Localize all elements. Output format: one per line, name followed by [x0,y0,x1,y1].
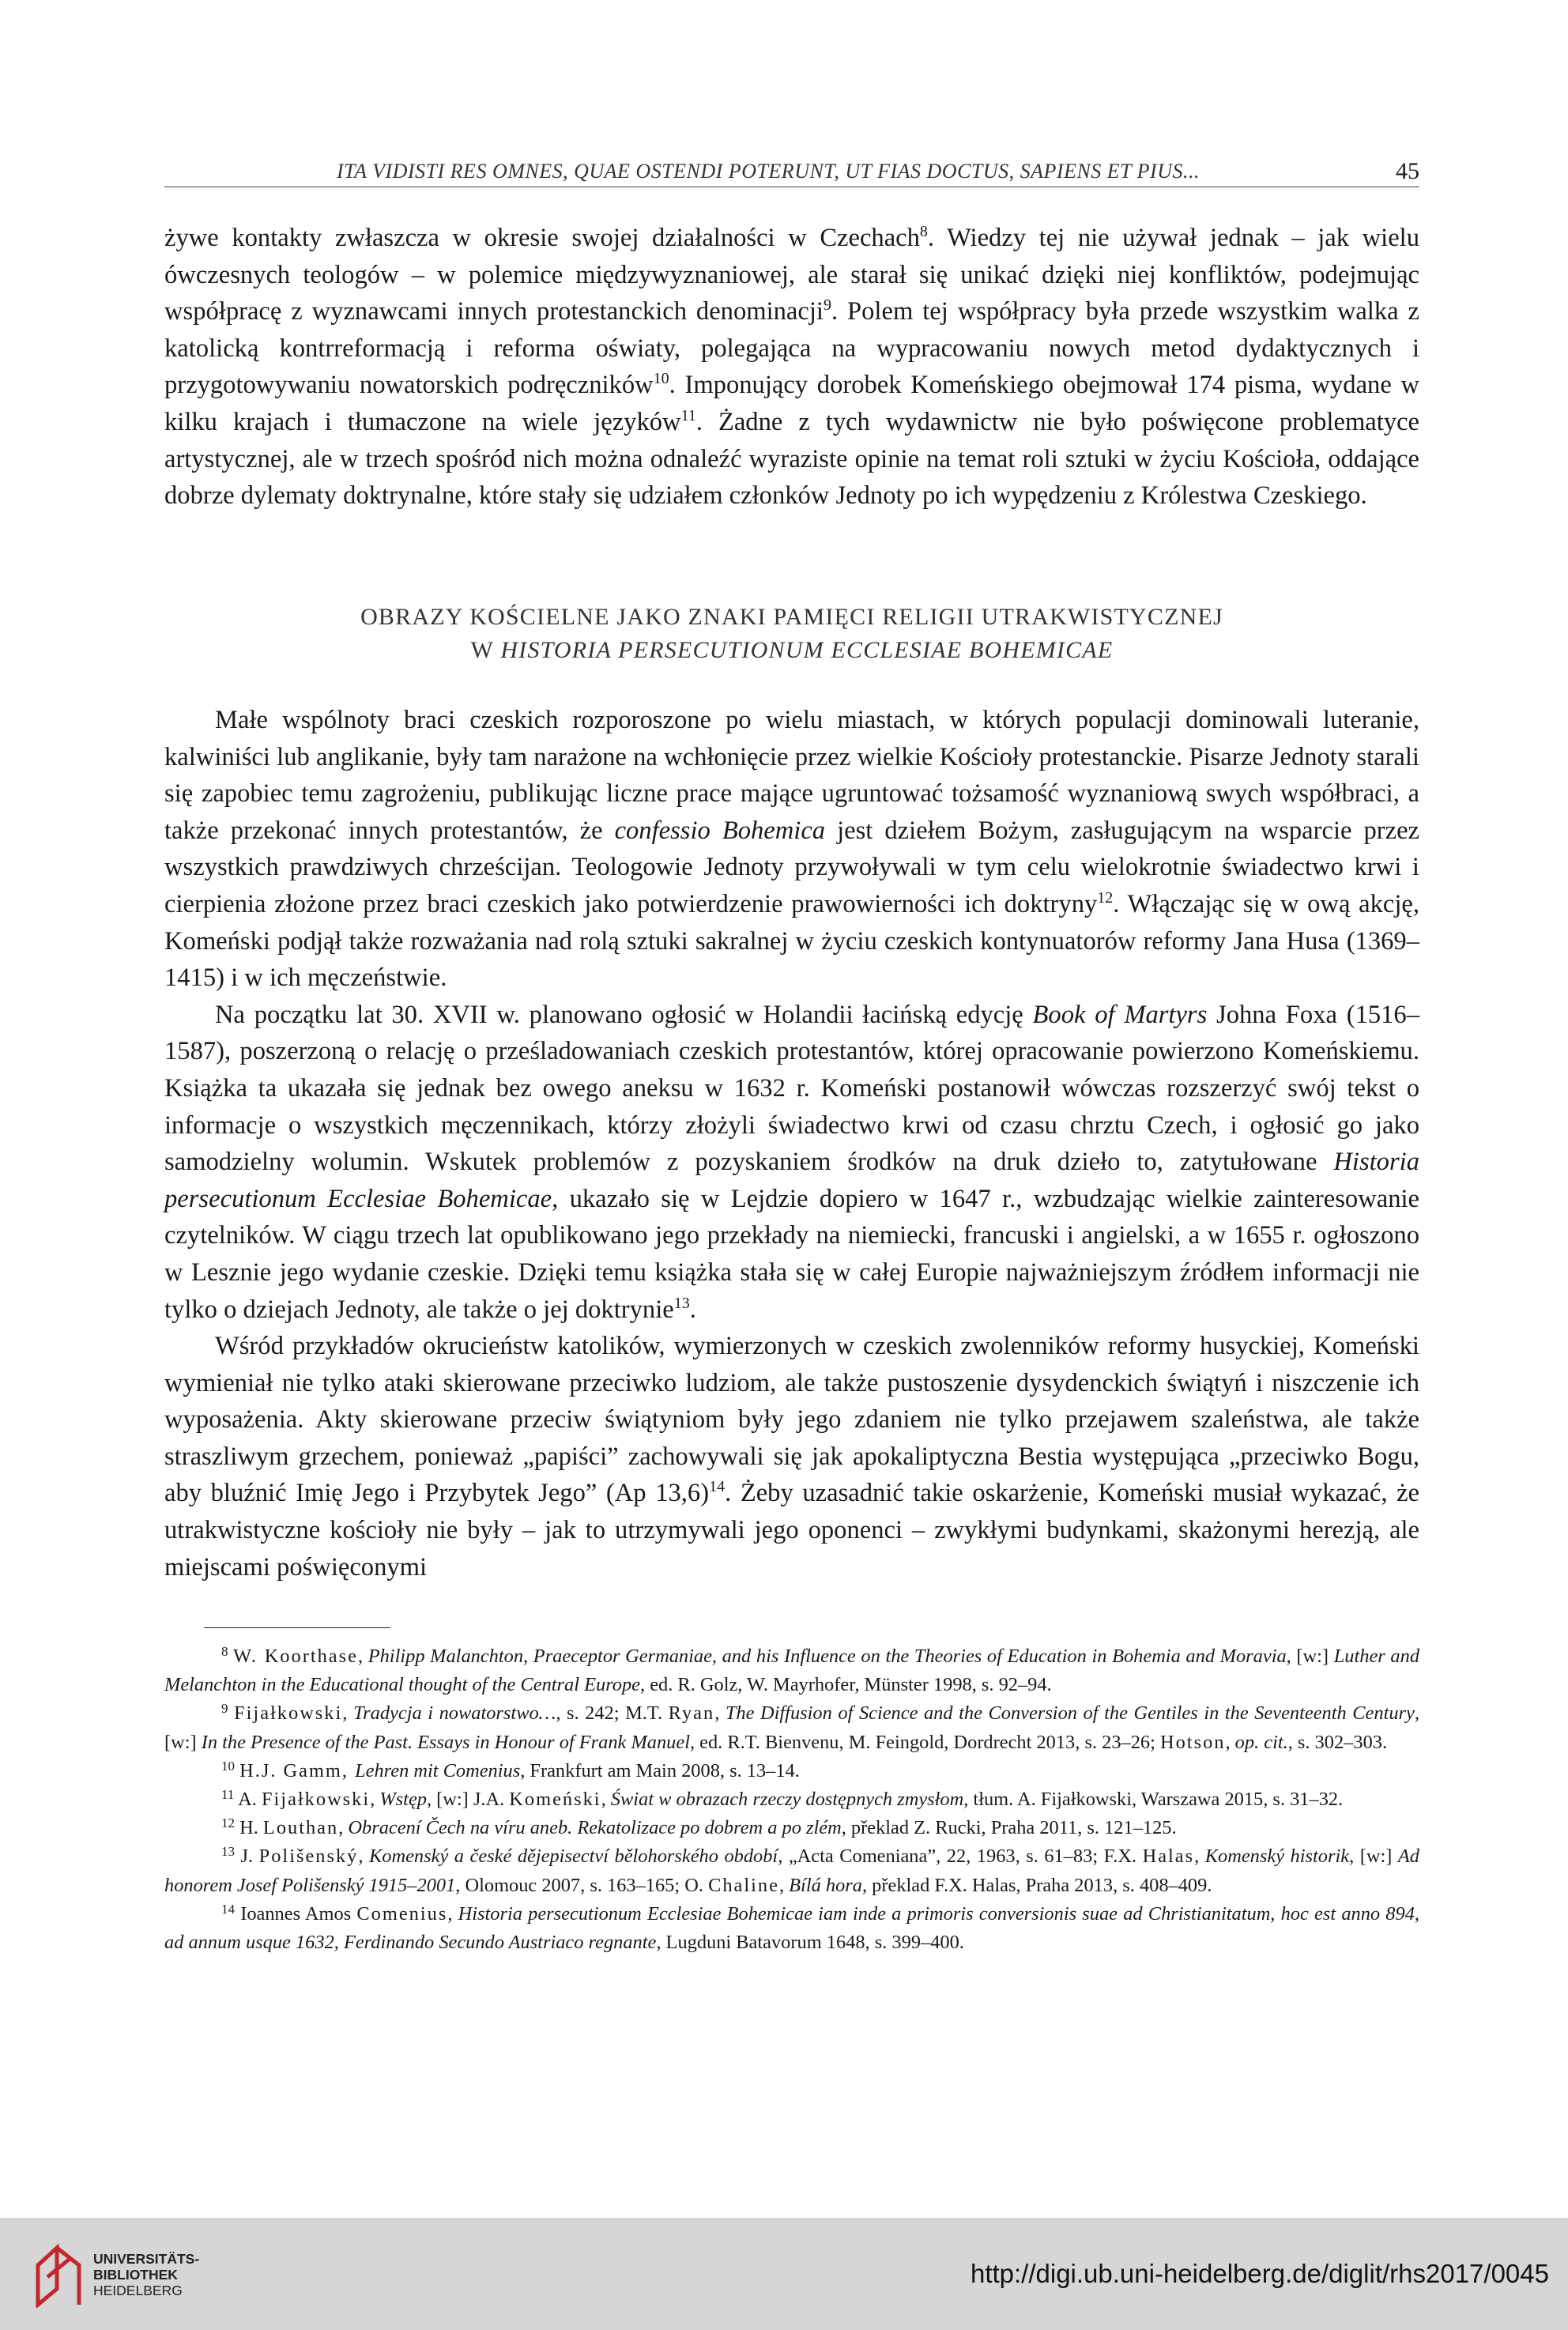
author-name: Hotson [1160,1731,1226,1753]
text-run: , tłum. A. Fijałkowski, Warszawa 2015, s. 31–32. [963,1789,1344,1811]
library-logo-icon[interactable] [33,2241,84,2308]
heading-prefix: W [470,637,501,663]
work-title: Philipp Malanchton, Praeceptor Germaniae, and his Influence on the Theories of Education in Bohemia and Moravia [368,1646,1287,1667]
text-run-italic: Historia persecutionum Ecclesiae Bohemicae [164,1148,1419,1213]
text-run: , [w:] [164,1702,1419,1753]
text-run: , s. 242; M.T. [556,1702,669,1725]
author-name: Komeński [509,1789,601,1811]
footnote-ref-10[interactable]: 10 [653,370,669,388]
text-run: , [338,1817,349,1839]
text-run: , ed. R. Golz, W. Mayrhofer, Münster 1998, s. 92–94. [640,1674,1052,1696]
footnote-number: 8 [221,1644,228,1659]
text-run: , [w:] [1349,1846,1398,1868]
author-name: Halas [1142,1846,1195,1868]
running-header [164,155,1419,187]
author-name: Chaline [708,1874,779,1896]
library-name[interactable] [93,2251,199,2298]
work-title: Tradycja i nowatorstwo… [352,1702,556,1725]
text-run: . [689,1295,696,1324]
author-name: Fijałkowski [234,1702,343,1725]
footnote-ref-9[interactable]: 9 [823,296,831,315]
text-run: , Lugduni Batavorum 1648, s. 399–400. [656,1932,964,1954]
footnote-number: 9 [221,1701,228,1717]
text-run [228,1702,235,1724]
text-run: , [1225,1731,1235,1753]
footer-bar [0,2218,1568,2330]
text-run [235,1846,241,1867]
text-run: . Włączając się w ową akcję, Komeński podjął także rozważania nad rolą sztuki sakralnej w życiu czeskich kontynuatorów reformy Jana Husa (1369–1415) i w ich męczeństwie. [164,889,1420,993]
paragraph-4 [164,1328,1419,1585]
footnote-ref-13[interactable]: 13 [673,1294,690,1312]
author-name: Comenius [356,1902,448,1925]
work-title: Wstęp [379,1789,427,1811]
library-name-line-3: HEIDELBERG [93,2283,183,2298]
library-name-line-1: UNIVERSITÄTS- [93,2251,200,2267]
footnote-number: 10 [221,1758,235,1774]
work-title: Lehren mit Comenius [355,1759,521,1781]
work-title: The Diffusion of Science and the Conversion of the Gentiles in the Seventeenth Century [725,1702,1415,1725]
text-run: , [370,1789,380,1811]
footnote-8 [164,1642,1419,1699]
paragraph-1 [164,220,1419,515]
section-heading-line-1: OBRAZY KOŚCIELNE JAKO ZNAKI PAMIĘCI RELIGII UTRAKWISTYCZNEJ [360,604,1223,630]
author-name: Ryan [668,1702,715,1725]
text-run-italic: Book of Martyrs [1032,1000,1208,1029]
author-name: H.J. Gamm, [239,1759,356,1781]
footnote-number: 12 [221,1815,235,1831]
text-run: Na początku lat 30. XVII w. planowano ogłosić w Holandii łacińską edycję [215,1000,1033,1029]
work-title: Bílá hora [789,1874,862,1896]
footnote-ref-12[interactable]: 12 [1097,888,1114,907]
text-run: , [w:] J.A. [426,1789,510,1811]
work-title: op. cit. [1234,1731,1288,1753]
text-run: , [342,1702,353,1725]
work-title: Obracení Čech na víru aneb. Rekatolizace po dobrem a po zlém [348,1817,842,1839]
author-name: W. Koorthase [233,1646,358,1667]
text-run: . Polem tej współpracy była przede wszystkim walka z katolicką kontrreformacją i reforma oświaty, polegająca na wypracowaniu nowych metod dydaktycznych i przygotowywaniu nowatorskich podręczników [164,297,1419,400]
paragraph-1-text [164,220,1419,515]
footnote-9 [164,1699,1419,1756]
work-title: Komenský historik [1204,1846,1350,1868]
text-run: , [601,1789,611,1811]
author-name: Polišenský [258,1846,359,1868]
text-run: , překlad Z. Rucki, Praha 2011, s. 121–125. [841,1817,1177,1839]
text-run: , „Acta Comeniana”, 22, 1963, s. 61–83; F.X. [778,1846,1143,1868]
text-run: J. [240,1846,259,1868]
paragraph-3 [164,997,1419,1328]
text-run: , [1194,1846,1205,1868]
footnote-ref-11[interactable]: 11 [680,406,696,424]
footnote-11 [164,1785,1419,1814]
heading-title: HISTORIA PERSECUTIONUM ECCLESIAE BOHEMICAE [500,637,1114,663]
footnote-14 [164,1900,1419,1957]
work-title: Komenský a české dějepisectví bělohorského období [369,1846,778,1868]
work-title: Historia persecutionum Ecclesiae Bohemicae iam inde a primoris conversionis suae ad Christianitatum, hoc est anno 894, ad annum usque 1632, Ferdinando Secundo Austriaco regnante [164,1902,1419,1954]
text-run: , [778,1874,790,1896]
text-run: , [714,1702,726,1725]
text-run: . Żadne z tych wydawnictw nie było poświęcone problematyce artystycznej, ale w trzech spośród nich można odnaleźć wyraziste opinie na temat roli sztuki w życiu Kościoła, oddające dobrze dylematy doktrynalne, które stały się udziałem członków Jednoty po ich wypędzeniu z Królestwa Czeskiego. [164,407,1420,511]
footnote-ref-8[interactable]: 8 [919,223,928,240]
text-run: H. [239,1817,263,1839]
section-body [164,702,1419,1585]
footnote-divider [204,1627,390,1628]
text-run: , s. 302–303. [1287,1731,1388,1753]
work-title: Świat w obrazach rzeczy dostępnych zmysłom [610,1789,964,1811]
footnote-12 [164,1814,1419,1842]
page-number: 45 [1396,158,1419,184]
footnote-13 [164,1842,1419,1899]
text-run: , ed. R.T. Bienvenu, M. Feingold, Dordrecht 2013, s. 23–26; [689,1731,1160,1753]
text-run: Małe wspólnoty braci czeskich rozporoszone po wielu miastach, w których populacji dominowali luteranie, kalwiniści lub anglikanie, były tam narażone na wchłonięcie przez wielkie Kościoły protestanckie. Pisarze Jednoty starali się zapobiec temu zagrożeniu, publikując liczne prace mające ugruntować tożsamość wyznaniową swych współbraci, a także przekonać innych protestantów, że [164,706,1419,845]
text-run: , Olomouc 2007, s. 163–165; O. [455,1874,709,1896]
text-run: . Żeby uzasadnić takie oskarżenie, Komeński musiał wykazać, że utrakwistyczne kościoły nie były – jak to utrzymywali jego oponenci – zwykłymi budynkami, skażonymi herezją, ale miejscami poświęconymi [164,1479,1419,1582]
section-heading-line-2 [164,634,1419,667]
footnote-number: 14 [221,1901,235,1917]
text-run: Wśród przykładów okrucieństw katolików, wymierzonych w czeskich zwolenników reformy husyckiej, Komeński wymieniał nie tylko ataki skierowane przeciwko ludziom, ale także pustoszenie dysydenckich świątyń i niszczenie ich wyposażenia. Akty skierowane przeciw świątyniom były jego zdaniem nie tylko przejawem szaleństwa, ale także straszliwym grzechem, ponieważ „papiści” zachowywali się jak apokaliptyczna Bestia występująca „przeciwko Bogu, aby bluźnić Imię Jego i Przybytek Jego” (Ap 13,6) [164,1332,1419,1508]
permalink-url[interactable]: http://digi.ub.uni-heidelberg.de/diglit/rhs2017/0045 [970,2259,1549,2288]
footnote-number: 11 [221,1787,235,1803]
author-name: Louthan [262,1817,339,1839]
footnote-number: 13 [221,1844,235,1860]
work-title: In the Presence of the Past. Essays in Honour of Frank Manuel [201,1731,690,1753]
text-run: , [357,1646,368,1667]
text-run: , [w:] [1286,1646,1334,1667]
text-run: A. [238,1789,262,1811]
library-name-line-2: BIBLIOTHEK [93,2267,178,2283]
author-name: Fijałkowski [261,1789,371,1811]
text-run: Johna Foxa (1516–1587), poszerzoną o relację o prześladowaniach czeskich protestantów, której opracowanie powierzono Komeńskiemu. Książka ta ukazała się jednak bez owego aneksu w 1632 r. Komeński postanowił wówczas rozszerzyć swój tekst o informacje o wszystkich męczennikach, którzy złożyli świadectwo krwi od czasu chrztu Czech, i ogłosić go jako samodzielny wolumin. Wskutek problemów z pozyskaniem środków na druk dzieło to, zatytułowane [164,1000,1420,1177]
text-run: żywe kontakty zwłaszcza w okresie swojej działalności w Czechach [164,224,920,252]
text-run-italic: confessio Bohemica [614,816,826,845]
text-run: , překlad F.X. Halas, Praha 2013, s. 408–409. [861,1874,1212,1896]
text-run: , ukazało się w Lejdzie dopiero w 1647 r., wzbudzając wielkie zainteresowanie czytelników. W ciągu trzech lat opublikowano jego przekłady na niemiecki, francuski i angielski, a w 1655 r. ogłoszono w Lesznie jego wydanie czeskie. Dzięki temu książka stała się w całej Europie najważniejszym źródłem informacji nie tylko o dziejach Jednoty, ale także o jej doktrynie [164,1184,1419,1324]
text-run: , [447,1902,458,1925]
running-title: ITA VIDISTI RES OMNES, QUAE OSTENDI POTERUNT, UT FIAS DOCTUS, SAPIENS ET PIUS... [336,160,1200,183]
text-run: Ioannes Amos [240,1902,357,1925]
text-run: . Imponujący dorobek Komeńskiego obejmował 174 pisma, wydane w kilku krajach i tłumaczone na wiele języków [164,371,1419,436]
text-run: jest dziełem Bożym, zasługującym na wsparcie przez wszystkich prawdziwych chrześcijan. Teologowie Jednoty przywoływali w tym celu wielokrotnie świadectwo krwi i cierpienia złożone przez braci czeskich jako potwierdzenie prawowierności ich doktryny [164,816,1419,918]
work-title: Luther and Melanchton in the Educational thought of the Central Europe [164,1646,1420,1696]
footnotes [164,1642,1419,1957]
text-run: , Frankfurt am Main 2008, s. 13–14. [520,1759,800,1781]
work-title: Ad honorem Josef Polišenský 1915–2001 [164,1846,1420,1896]
section-heading [164,601,1419,667]
footnote-10 [164,1757,1419,1785]
text-run: , [358,1846,370,1868]
footnote-ref-14[interactable]: 14 [709,1478,726,1496]
text-run: . Wiedzy tej nie używał jednak – jak wielu ówczesnych teologów – w polemice międzywyznaniowej, ale starał się unikać dzięki niej konfliktów, podejmując współpracę z wyznawcami innych protestanckich denominacji [164,224,1419,326]
paragraph-2 [164,702,1419,997]
